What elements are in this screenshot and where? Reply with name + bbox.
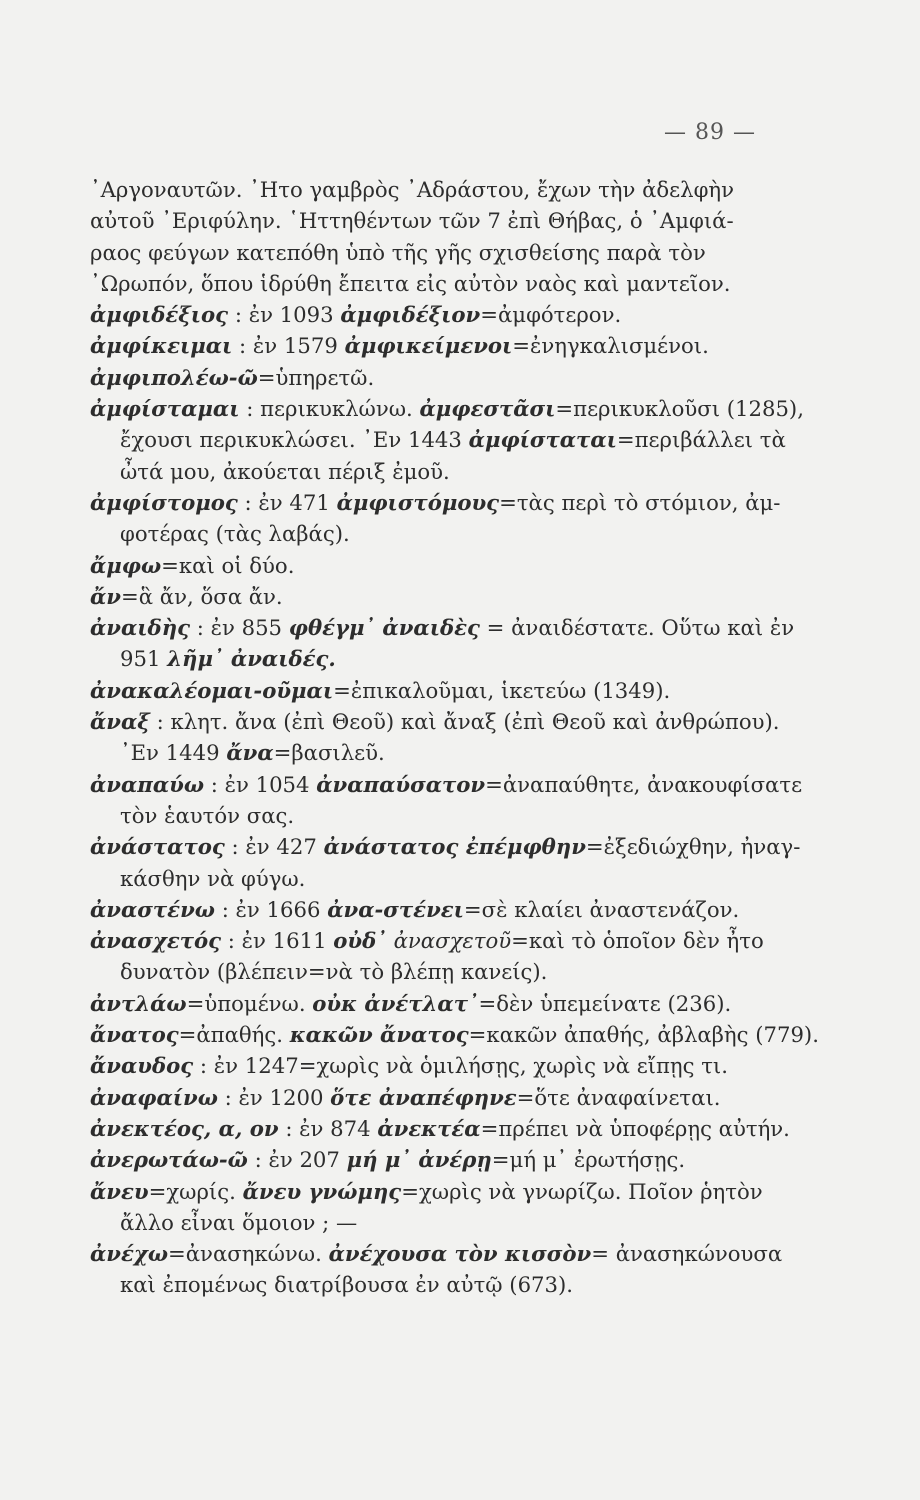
lemma-term: λῆμ᾿ ἀναιδές. [167,646,336,672]
lemma-term: ἀμφιδέξιος [90,302,229,328]
text-line [90,1050,770,1081]
lemma-term: ἀμφίσταται [468,427,617,453]
lemma-term: ἀμφικείμενοι [344,333,513,359]
text-line [90,1269,770,1300]
lemma-term: ἀναπαύω [90,771,204,797]
text-line [90,675,770,706]
text-line [90,1238,783,1269]
definition-text: = ἀναιδέστατε. Οὕτω καὶ ἐν [479,615,795,641]
definition-text: : κλητ. ἄνα (ἐπὶ Θεοῦ) καὶ ἄναξ (ἐπὶ Θεοῦ καὶ ἀνθρώπου). [149,709,780,735]
lemma-term: μή μ᾿ ἀνέρῃ [346,1147,492,1173]
lemma-term: ἀναιδὴς [90,615,190,641]
text-line [90,769,803,800]
definition-text: : ἐν 1579 [232,333,345,359]
lemma-term: ἀμφιστόμους [336,489,500,515]
text-line [90,956,770,987]
definition-text: =καὶ οἱ δύο. [161,552,295,578]
lemma-term: ἀντλάω [90,990,187,1016]
lemma-term: ἀμφεστᾶσι [419,396,556,422]
definition-text: : ἐν 874 [278,1115,378,1141]
lemma-term: ἀνάστατος [90,834,225,860]
definition-text: =ὑπομένω. [186,990,313,1016]
definition-text: κάσθην νὰ φύγω. [120,865,306,891]
definition-text: =βασιλεῦ. [273,740,385,766]
text-line [90,1144,770,1175]
definition-text: =ὑπηρετῶ. [257,364,375,390]
lemma-term: ἄναυδος [90,1053,194,1079]
definition-text: =ἃ ἄν, ὅσα ἄν. [121,583,283,609]
text-line [90,268,770,299]
lemma-term: ἀνάστατος ἐπέμφθην [323,834,586,860]
definition-text: ραος φεύγων κατεπόθη ὑπὸ τῆς γῆς σχισθείσης παρὰ τὸν [90,239,706,265]
text-line [90,612,795,643]
definition-text: =περιβάλλει τὰ [616,427,786,453]
definition-text: =περικυκλοῦσι (1285), [555,396,804,422]
definition-text: ᾿Εν 1449 [120,740,227,766]
text-line [90,894,770,925]
text-line [90,925,770,956]
definition-text: : ἐν 1054 [204,771,317,797]
text-line [90,299,770,330]
definition-text: =κακῶν ἀπαθής, ἀβλαβὴς (779). [468,1022,819,1048]
definition-text: ἄλλο εἶναι ὅμοιον ; — [120,1209,358,1235]
text-line [90,174,770,205]
definition-text [387,928,394,953]
definition-text: : ἐν 427 [224,834,324,860]
lemma-term: οὐκ ἀνέτλατ᾿ [312,990,479,1016]
lemma-term: ἀναφαίνω [90,1084,218,1110]
definition-text: = ἀνασηκώνουσα [591,1241,783,1267]
lemma-term: ἄνα [226,740,274,766]
definition-text: =ἀμφότερον. [480,302,622,328]
definition-text: τὸν ἑαυτόν σας. [120,802,295,828]
definition-text: =ἐξεδιώχθην, ἠναγ- [585,834,801,860]
definition-text: : ἐν 1200 [217,1084,331,1110]
definition-text: : περικυκλώνω. [239,396,420,422]
page-number: — 89 — [664,120,756,145]
lemma-term: ἀμφίσταμαι [90,396,240,422]
definition-text: =δὲν ὑπεμείνατε (236). [478,990,732,1016]
definition-text: : ἐν 471 [237,489,337,515]
text-line [90,518,770,549]
text-line [90,1113,790,1144]
lemma-term: ἀνα-στένει [327,896,464,922]
lemma-term: ἄνευ γνώμης [242,1178,402,1204]
definition-text: ᾿Ωρωπόν, ὅπου ἱδρύθη ἔπειτα εἰς αὐτὸν ναὸς καὶ μαντεῖον. [90,270,731,296]
lemma-term: ἀνέχουσα τὸν κισσὸν [328,1241,592,1267]
definition-text: 951 [120,646,168,672]
lexicon-text [90,174,819,1301]
lemma-term: ἀμφίστομος [90,489,238,515]
text-line [90,1176,770,1207]
lemma-term: ἀμφιδέξιον [340,302,481,328]
text-line [90,737,770,768]
text-line [90,550,770,581]
definition-text: ὦτά μου, ἀκούεται πέριξ ἐμοῦ. [120,458,450,484]
definition-text: =καὶ τὸ ὁποῖον δὲν ἦτο [511,928,764,954]
lemma-term: ἄνατος [90,1022,179,1048]
definition-text: : ἐν 855 [190,615,289,641]
lemma-term: ἀνασχετός [90,928,222,954]
text-line [90,237,770,268]
text-line [90,1019,819,1050]
lemma-term: ἀμφίκειμαι [90,333,233,359]
definition-text: : ἐν 1093 [228,302,341,328]
definition-text: =ὅτε ἀναφαίνεται. [516,1084,721,1110]
definition-text: : ἐν 1247=χωρὶς νὰ ὁμιλήσῃς, χωρὶς νὰ εἴπῃς τι. [193,1053,728,1079]
definition-text: =ἀνασηκώνω. [168,1241,329,1267]
lemma-term: ἄναξ [90,709,150,735]
definition-text: ᾿Αργοναυτῶν. ᾿Ητο γαμβρὸς ᾿Αδράστου, ἔχων τὴν ἀδελφὴν [90,177,734,202]
text-line [90,863,770,894]
text-line [90,393,804,424]
lemma-term: ἀμφιπολέω-ῶ [90,364,258,390]
lemma-term: ἄμφω [90,552,162,578]
lemma-term: ἄνευ [90,1178,149,1204]
lemma-term: ἀνεκτέος, α, ον [90,1115,279,1141]
definition-text: =χωρίς. [148,1178,243,1204]
definition-text: =ἐνηγκαλισμένοι. [512,333,709,359]
lemma-term: φθέγμ᾿ ἀναιδὲς [288,615,480,641]
definition-text: : ἐν 207 [247,1147,347,1173]
definition-text: ἔχουσι περικυκλώσει. ᾿Εν 1443 [120,427,469,453]
definition-text: =ἐπικαλοῦμαι, ἱκετεύω (1349). [333,677,671,703]
definition-text: =πρέπει νὰ ὑποφέρῃς αὐτήν. [480,1115,790,1141]
definition-text: δυνατὸν (βλέπειν=νὰ τὸ βλέπῃ κανείς). [120,959,548,985]
definition-text: αὐτοῦ ᾿Εριφύλην. ῾Ηττηθέντων τῶν 7 ἐπὶ Θήβας, ὁ ᾿Αμφιά- [90,208,734,234]
text-line [90,424,786,455]
text-line [90,487,781,518]
definition-text: : ἐν 1611 [221,928,334,954]
text-line [90,205,770,236]
definition-text: =σὲ κλαίει ἀναστενάζον. [463,896,740,922]
lemma-term: ἀνεκτέα [377,1115,481,1141]
definition-text: =χωρὶς νὰ γνωρίζω. Ποῖον ῥητὸν [401,1178,763,1204]
text-line [90,988,770,1019]
text-line [90,1082,770,1113]
definition-text: καὶ ἐπομένως διατρίβουσα ἐν αὐτῷ (673). [120,1272,574,1298]
lemma-term: κακῶν ἄνατος [289,1022,469,1048]
lemma-term: ἄν [90,583,122,609]
definition-text: =τὰς περὶ τὸ στόμιον, ἀμ- [499,489,781,515]
text-line [90,1207,770,1238]
lemma-term: ἀναπαύσατον [316,771,486,797]
text-line [90,643,770,674]
lemma-term: ἀνερωτάω-ῶ [90,1147,248,1173]
definition-text: =μή μ᾿ ἐρωτήσῃς. [491,1147,686,1173]
definition-text: : ἐν 1666 [214,896,328,922]
definition-text: =ἀπαθής. [178,1022,290,1048]
text-line [90,362,770,393]
lemma-term: ὅτε ἀναπέφηνε [330,1084,517,1110]
text-line [90,330,770,361]
text-line [90,581,770,612]
text-line [90,456,770,487]
definition-text: φοτέρας (τὰς λαβάς). [120,521,350,547]
text-line [90,706,780,737]
lemma-term: ἀνακαλέομαι-οῦμαι [90,677,334,703]
text-line [90,831,801,862]
text-line [90,800,770,831]
lemma-term: οὐδ᾿ [333,928,387,954]
definition-text: =ἀναπαύθητε, ἀνακουφίσατε [485,771,803,797]
lemma-term: ἀναστένω [90,896,215,922]
lemma-term: ἀνέχω [90,1241,168,1267]
italic-term: ἀνασχετοῦ [393,928,512,954]
